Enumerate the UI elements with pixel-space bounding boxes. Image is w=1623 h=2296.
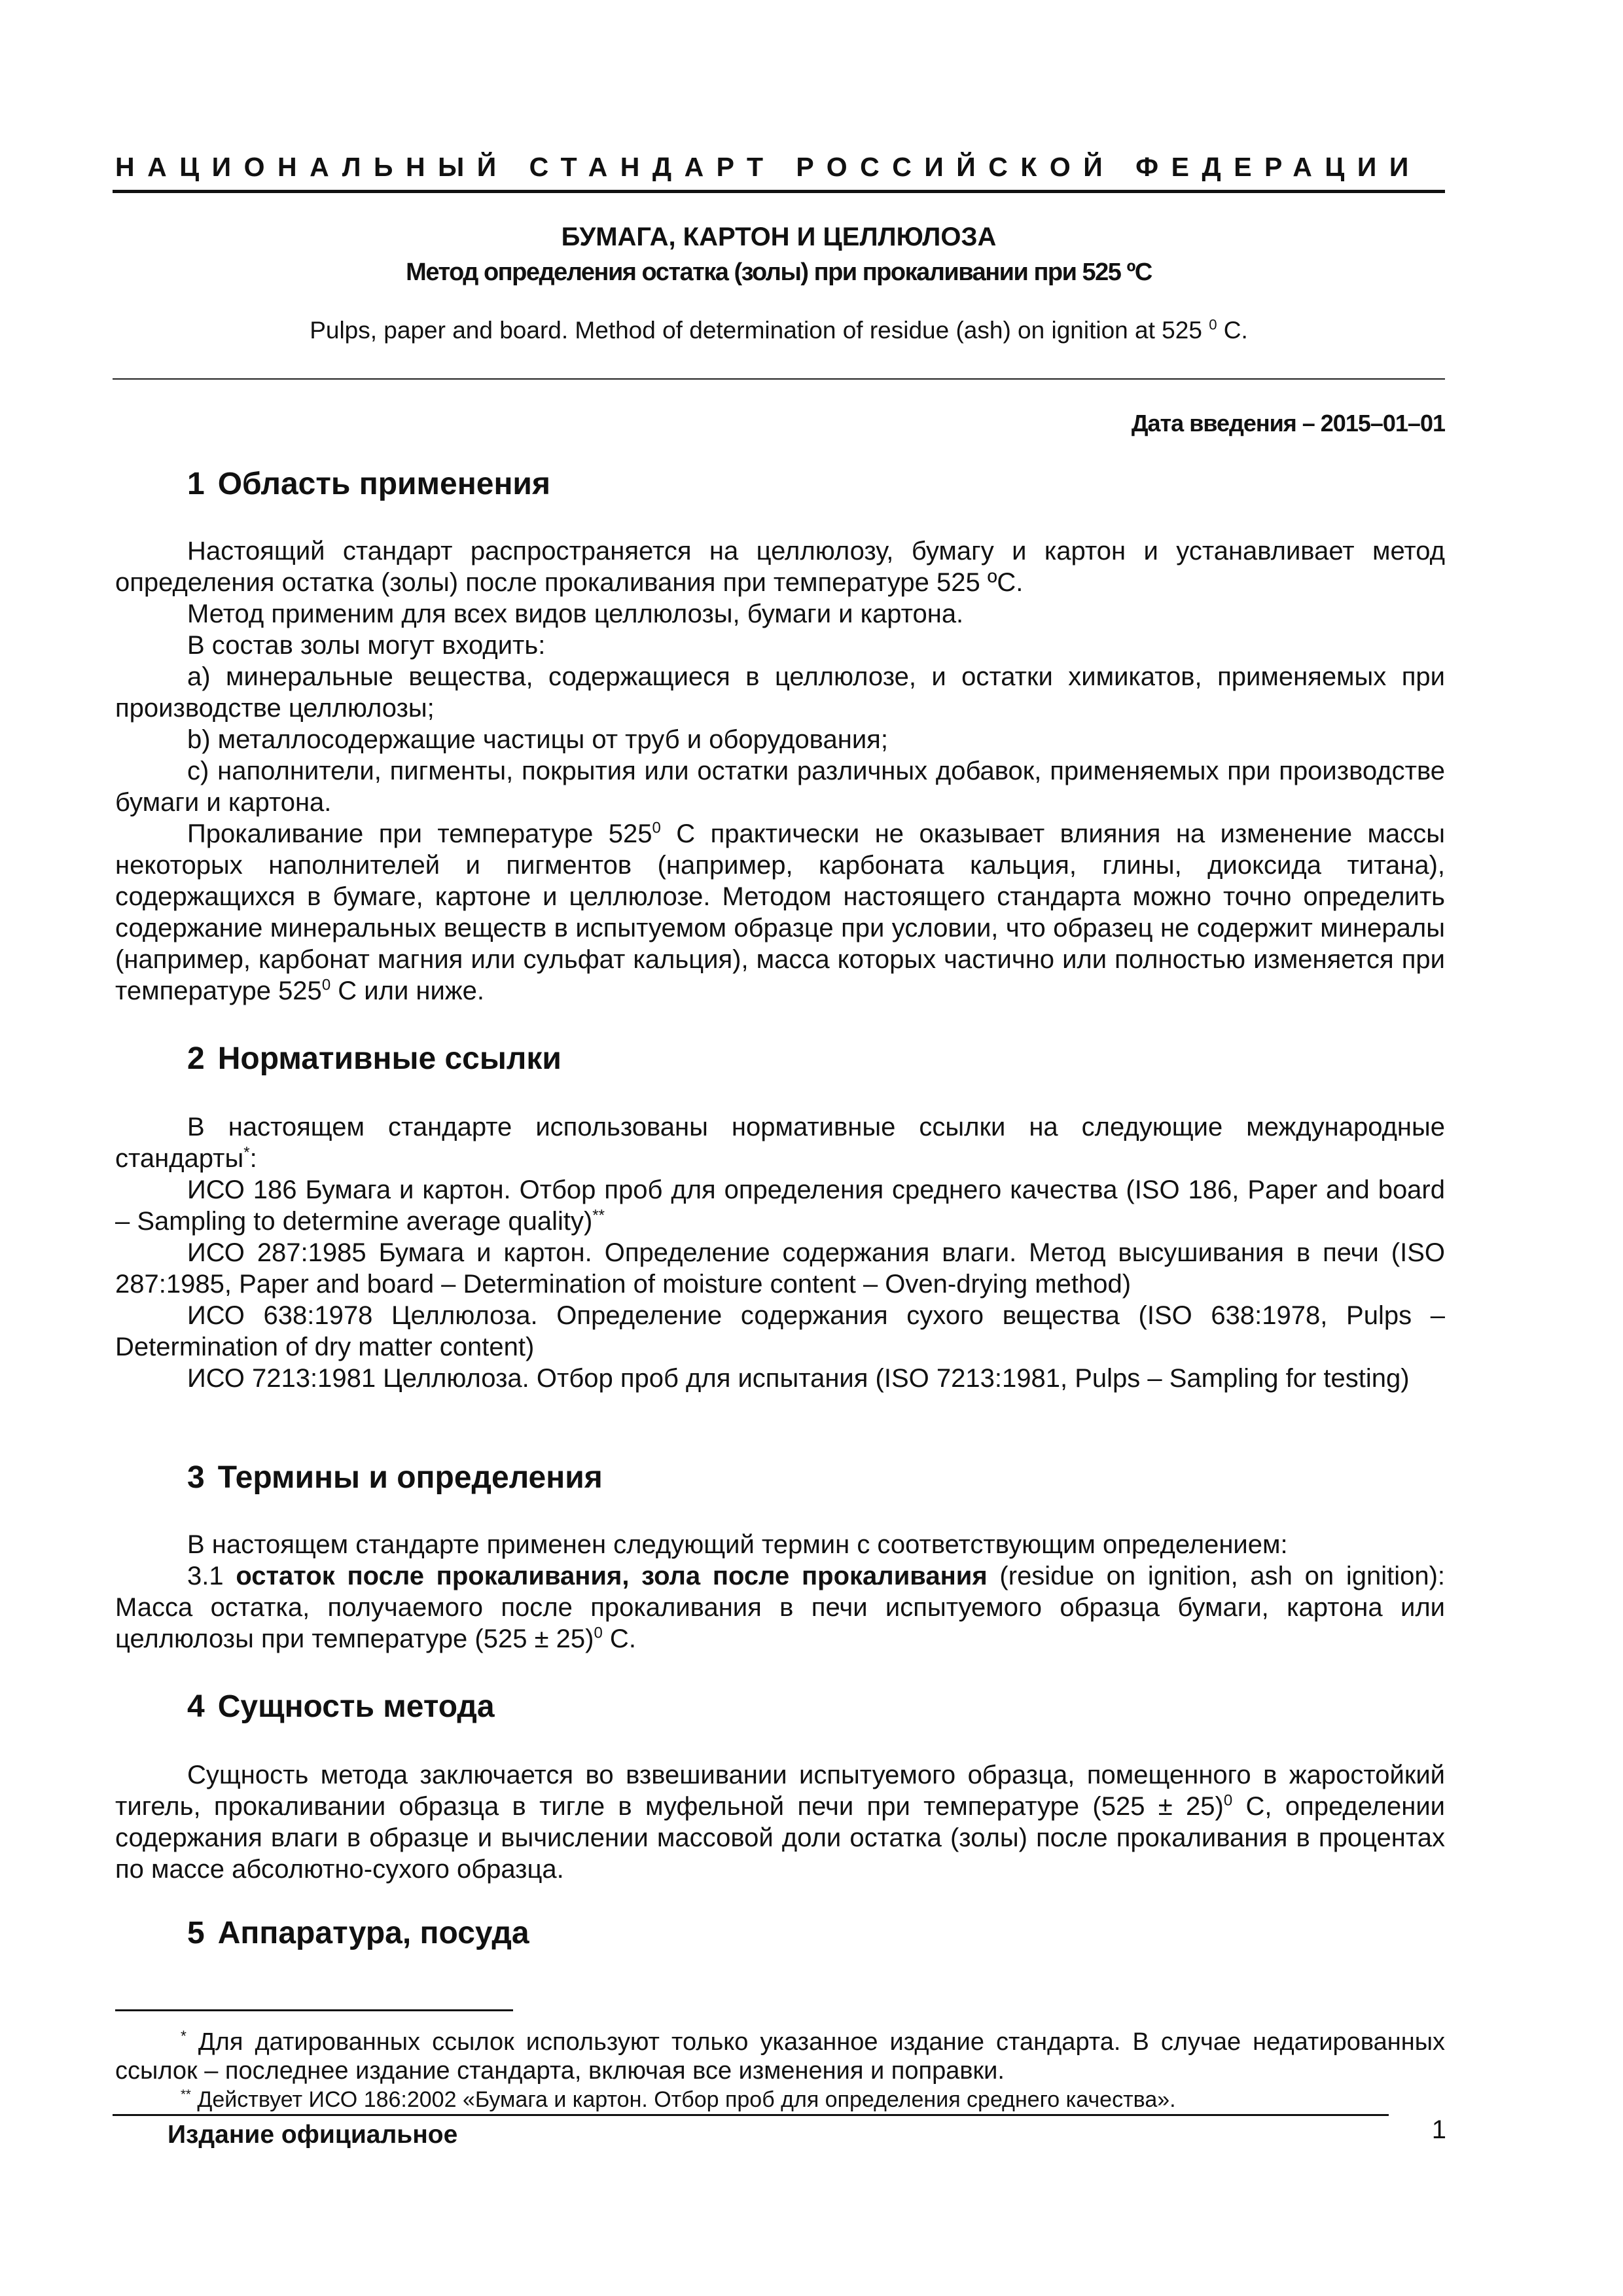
footnote-ref-2: **	[592, 1206, 605, 1225]
introduction-date: Дата введения – 2015–01–01	[1131, 410, 1445, 437]
section-5-heading	[187, 1915, 529, 1951]
section-1-title: Область применения	[217, 467, 550, 501]
s1-item-b: b) металлосодержащие частицы от труб и оборудования;	[187, 725, 888, 754]
section-3-number: 3	[187, 1460, 205, 1495]
s2-ref1-text: ИСО 186 Бумага и картон. Отбор проб для определения среднего качества (ISO 186, Paper and board – Sampling to determine average quality)	[115, 1175, 1445, 1236]
s1-paragraph-2: Метод применим для всех видов целлюлозы, бумаги и картона.	[187, 600, 964, 628]
title-en-tail: C.	[1217, 317, 1248, 344]
s2-intro-tail: :	[249, 1144, 257, 1173]
footnote-1	[115, 2028, 1445, 2085]
footnote-2	[115, 2085, 1445, 2114]
s4-paragraph-1	[115, 1759, 1445, 1885]
s1-p4-text-a: Прокаливание при температуре 525	[187, 819, 652, 848]
title-rule	[113, 378, 1445, 380]
section-5-title: Аппаратура, посуда	[217, 1916, 529, 1950]
s3-term-tail: С.	[602, 1624, 636, 1653]
title-en-degree: 0	[1209, 316, 1217, 333]
edition-label: Издание официальное	[168, 2121, 458, 2149]
s1-p4-text-b: С практически не оказывает влияния на изменение массы некоторых наполнителей и пигментов (например, карбоната кальция, глины, диоксида титана), содержащихся в бумаге, картоне и целлюлозе. Методом настоящего стандарта можно точно определить содержание минеральных веществ в испытуемом образце при условии, что образец не содержит минералы (например, карбонат магния или сульфат кальция), масса которых частично или полностью изменяется при температуре 525	[115, 819, 1445, 1005]
page-number: 1	[1431, 2115, 1446, 2144]
section-3-title: Термины и определения	[217, 1460, 603, 1495]
s1-item-a: а) минеральные вещества, содержащиеся в целлюлозе, и остатки химикатов, применяемых при производстве целлюлозы;	[115, 662, 1445, 723]
s3-paragraph-1: В настоящем стандарте применен следующий термин с соответствующим определением:	[187, 1530, 1288, 1559]
document-title-en	[113, 317, 1445, 344]
footnote-2-text: Действует ИСО 186:2002 «Бумага и картон. Отбор проб для определения среднего качества».	[190, 2087, 1176, 2112]
s1-paragraph-4	[115, 818, 1445, 1007]
s3-term-name: остаток после прокаливания, зола после прокаливания	[236, 1562, 988, 1590]
header-rule	[113, 190, 1445, 193]
section-4-number: 4	[187, 1689, 205, 1724]
section-4-body	[115, 1759, 1445, 1885]
footnote-rule	[115, 2009, 513, 2011]
s1-paragraph-3: В состав золы могут входить:	[187, 631, 546, 660]
s2-intro-text: В настоящем стандарте использованы нормативные ссылки на следующие международные стандарты	[115, 1113, 1445, 1173]
footnote-1-text: Для датированных ссылок используют только указанное издание стандарта. В случае недатированных ссылок – последнее издание стандарта, включая все изменения и поправки.	[115, 2028, 1445, 2085]
s2-intro	[115, 1111, 1445, 1174]
section-5-number: 5	[187, 1916, 205, 1950]
s1-paragraph-1: Настоящий стандарт распространяется на целлюлозу, бумагу и картон и устанавливает метод определения остатка (золы) после прокаливания при температуре 525 ºС.	[115, 537, 1445, 597]
s4-p1-text-a: Сущность метода заключается во взвешивании испытуемого образца, помещенного в жаростойкий тигель, прокаливании образца в тигле в муфельной печи при температуре (525 ± 25)	[115, 1761, 1445, 1821]
section-3-heading	[187, 1460, 603, 1496]
s2-reference-3: ИСО 638:1978 Целлюлоза. Определение содержания сухого вещества (ISO 638:1978, Pulps – Determination of dry matter content)	[115, 1301, 1445, 1361]
title-en-text: Pulps, paper and board. Method of determination of residue (ash) on ignition at 525	[310, 317, 1209, 344]
s3-term-text: (residue on ignition, ash on ignition): Масса остатка, получаемого после прокаливания в печи испытуемого образца бумаги, картона или целлюлозы при температуре (525 ± 25)	[115, 1562, 1446, 1653]
section-2-body	[115, 1111, 1445, 1394]
s2-reference-2: ИСО 287:1985 Бумага и картон. Определение содержания влаги. Метод высушивания в печи (ISO 287:1985, Paper and board – Determination of moisture content – Oven-drying method)	[115, 1238, 1445, 1299]
footer-rule	[113, 2114, 1389, 2116]
s2-reference-4: ИСО 7213:1981 Целлюлоза. Отбор проб для испытания (ISO 7213:1981, Pulps – Sampling for testing)	[187, 1364, 1410, 1393]
section-4-heading	[187, 1689, 495, 1725]
footnote-ref-1: *	[243, 1143, 250, 1162]
s1-p4-degree-1: 0	[652, 819, 661, 837]
section-1-body	[115, 535, 1445, 1007]
section-4-title: Сущность метода	[217, 1689, 495, 1724]
footnotes	[115, 2028, 1445, 2114]
document-subtitle-ru: Метод определения остатка (золы) при прокаливании при 525 ºС	[406, 259, 1152, 286]
standard-header: НАЦИОНАЛЬНЫЙ СТАНДАРТ РОССИЙСКОЙ ФЕДЕРАЦИИ	[115, 152, 1421, 182]
s1-p4-degree-2: 0	[321, 976, 331, 994]
footnote-1-mark: *	[181, 2027, 187, 2045]
s1-item-c: с) наполнители, пигменты, покрытия или остатки различных добавок, применяемых при производстве бумаги и картона.	[115, 757, 1445, 817]
s2-reference-1	[115, 1174, 1445, 1237]
section-2-heading	[187, 1041, 562, 1077]
s3-term-number: 3.1	[187, 1562, 236, 1590]
footnote-2-mark: **	[181, 2087, 191, 2102]
s1-p4-text-c: С или ниже.	[330, 977, 484, 1005]
s4-p1-text-b: С, определении содержания влаги в образце и вычислении массовой доли остатка (золы) после прокаливания в процентах по массе абсолютно-сухого образца.	[115, 1792, 1446, 1884]
s3-term-degree: 0	[594, 1624, 603, 1642]
section-3-body	[115, 1529, 1445, 1655]
section-2-title: Нормативные ссылки	[217, 1041, 562, 1076]
document-title-ru: БУМАГА, КАРТОН И ЦЕЛЛЮЛОЗА	[561, 223, 997, 251]
section-1-number: 1	[187, 467, 205, 501]
section-1-heading	[187, 466, 550, 502]
s3-term-definition	[115, 1560, 1445, 1655]
s4-p1-degree: 0	[1223, 1791, 1233, 1810]
section-2-number: 2	[187, 1041, 205, 1076]
